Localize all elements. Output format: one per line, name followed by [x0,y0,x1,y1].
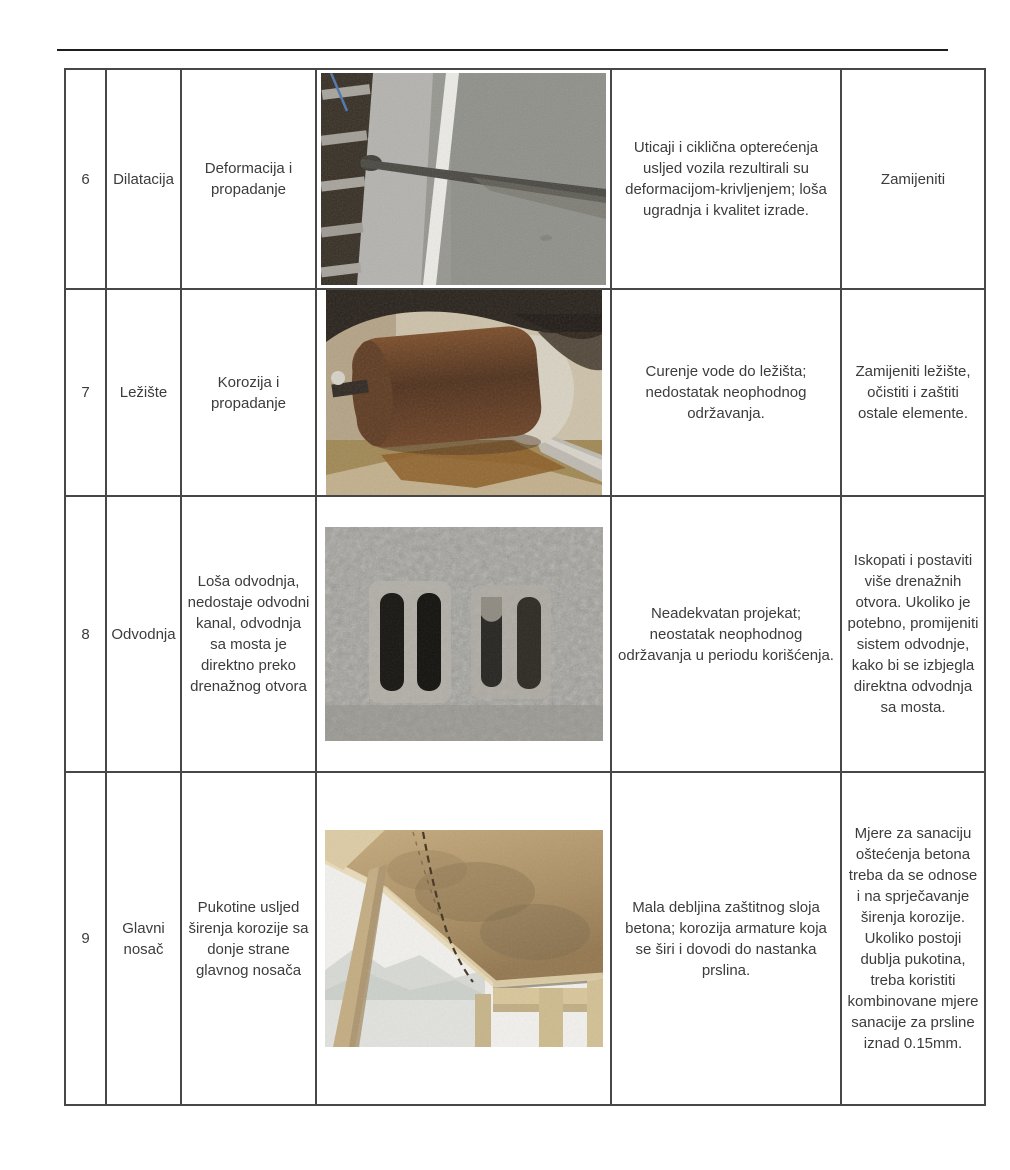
row-number: 7 [65,289,106,496]
expansion-joint-photo [321,73,606,285]
table-row [65,772,985,1105]
corroded-bearing-photo [326,290,602,495]
table-row [65,496,985,772]
cause-description: Neadekvatan projekat; neostatak neophodnog održavanja u periodu korišćenja. [611,496,841,772]
girder-underside-photo [325,830,603,1047]
photo-cell [316,496,611,772]
damage-table [64,68,986,1106]
cause-description: Mala debljina zaštitnog sloja betona; korozija armature koja se širi i dovodi do nastanka prslina. [611,772,841,1105]
photo-cell [316,772,611,1105]
damage-description: Korozija i propadanje [181,289,316,496]
element-name: Ležište [106,289,181,496]
photo-cell [316,69,611,289]
element-name: Dilatacija [106,69,181,289]
element-name: Odvodnja [106,496,181,772]
photo-cell [316,289,611,496]
measure-description: Zamijeniti ležište, očistiti i zaštiti ostale elemente. [841,289,985,496]
row-number: 6 [65,69,106,289]
damage-description: Deformacija i propadanje [181,69,316,289]
cause-description: Uticaji i ciklična opterećenja usljed vozila rezultirali su deformacijom-krivljenjem; loša ugradnja i kvalitet izrade. [611,69,841,289]
header-rule [57,49,948,51]
drainage-grate-photo [325,527,603,741]
table-row [65,69,985,289]
row-number: 9 [65,772,106,1105]
measure-description: Zamijeniti [841,69,985,289]
element-name: Glavni nosač [106,772,181,1105]
damage-description: Loša odvodnja, nedostaje odvodni kanal, odvodnja sa mosta je direktno preko drenažnog otvora [181,496,316,772]
row-number: 8 [65,496,106,772]
measure-description: Mjere za sanaciju oštećenja betona treba da se odnose i na sprječavanje širenja korozije. Ukoliko postoji dublja pukotina, treba koristiti kombinovane mjere sanacije za prsline iznad 0.15mm. [841,772,985,1105]
cause-description: Curenje vode do ležišta; nedostatak neophodnog održavanja. [611,289,841,496]
table-row [65,289,985,496]
measure-description: Iskopati i postaviti više drenažnih otvora. Ukoliko je potebno, promijeniti sistem odvodnje, kako bi se izbjegla direktna odvodnja sa mosta. [841,496,985,772]
damage-description: Pukotine usljed širenja korozije sa donje strane glavnog nosača [181,772,316,1105]
